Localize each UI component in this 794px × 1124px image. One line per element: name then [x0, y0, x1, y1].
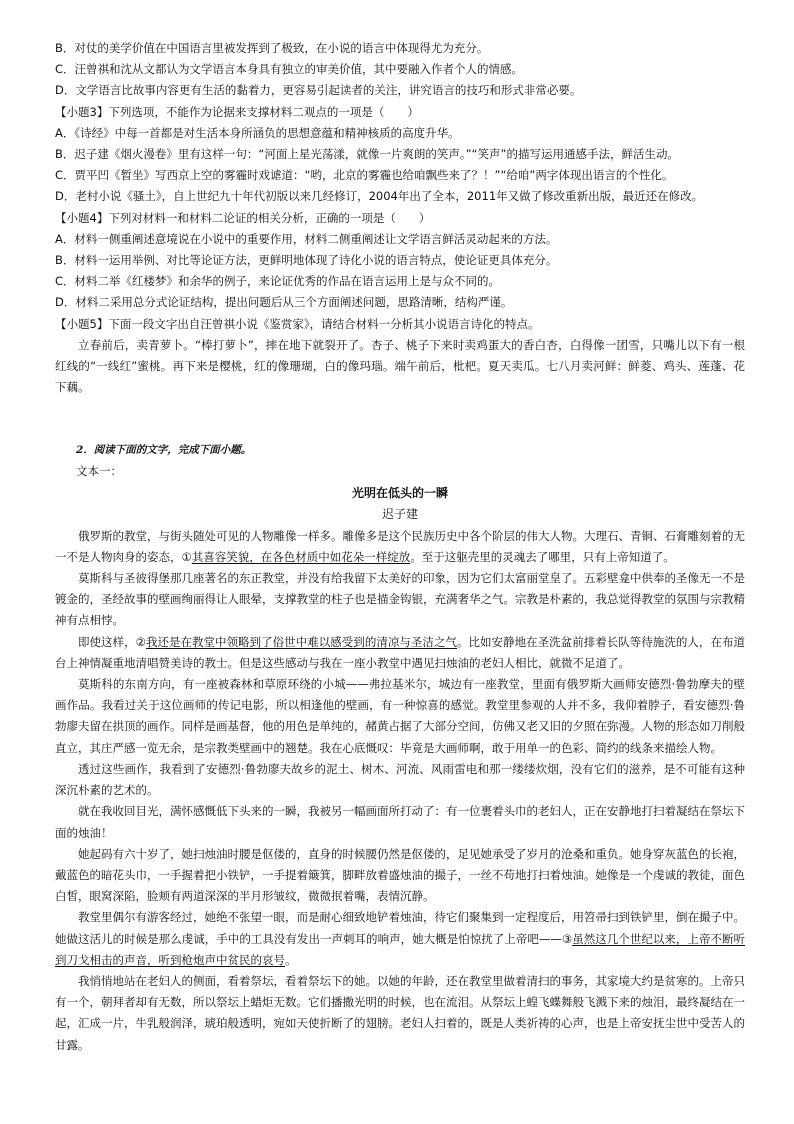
- option-line: B．对仗的美学价值在中国语言里被发挥到了极致，在小说的语言中体现得尤为充分。: [55, 41, 489, 55]
- option-line: A．《诗经》中每一首都是对生活本身所涵负的思想意蕴和精神核质的高度升华。: [55, 125, 460, 140]
- question-3-stem: 【小题3】下列选项，不能作为论据来支撑材料二观点的一项是（ ）: [55, 104, 419, 119]
- article-paragraph: 莫斯科与圣彼得堡那几座著名的东正教堂，并没有给我留下太美好的印象，因为它们太富丽堂皇了。五彩壁龛中供奉的圣像无一不是镀金的，圣经故事的壁画绚丽得让人眼晕，支撑教堂的柱子也是描金钩银，充满奢华之气。宗教是朴素的，我总觉得教堂的氛围与宗教精神有点相悖。: [55, 571, 745, 628]
- quoted-passage: 立春前后，卖青萝卜。“棒打萝卜”，摔在地下就裂开了。杏子、桃子下来时卖鸡蛋大的香白杏，白得像一团雪，只嘴儿以下有一根红线的“一线红”蜜桃。再下来是樱桃，红的像珊瑚，白的像玛瑙。端午前后，枇杷。夏天卖瓜。七八月卖河鲜：鲜菱、鸡头、莲蓬、花下藕。: [55, 337, 745, 395]
- underlined-sentence-1: 其喜容笑貌，在各色材质中如花朵一样绽放: [191, 549, 411, 564]
- option-line: C．汪曾祺和沈从文都认为文学语言本身具有独立的审美价值，其中要融入作者个人的情感。: [55, 62, 524, 77]
- option-line: B．材料一运用举例、对比等论证方法，更鲜明地体现了诗化小说的语言特点，使论证更具体充分。: [55, 253, 558, 268]
- article-paragraph: 她起码有六十岁了，她扫烛油时腰是伛偻的，直身的时候腰仍然是伛偻的，足见她承受了岁月的沧桑和重负。她身穿灰蓝色的长袍，戴蓝色的暗花头巾，一手握着把小铁铲，一手提着簸箕，脚畔放着盛烛油的撮子，一丝不苟地打扫着烛油。她像是一个虔诚的教徒，面色白皙，眼窝深陷，脸颊有两道深深的半月形皱纹，微微抿着嘴，表情沉静。: [55, 846, 745, 904]
- option-line: C．材料二举《红楼梦》和余华的例子，来论证优秀的作品在语言运用上是与众不同的。: [55, 274, 501, 289]
- option-line: D．文学语言比故事内容更有生活的黏着力，更容易引起读者的关注，讲究语言的技巧和形式非常必要。: [55, 83, 582, 98]
- document-page: [55, 38, 745, 1056]
- option-line: B．迟子建《烟火漫卷》里有这样一句：“河面上星光荡漾，就像一片爽朗的笑声。”“笑声”的描写运用通感手法，鲜活生动。: [55, 147, 679, 162]
- question-2-heading: 2．阅读下面的文字，完成下面小题。: [76, 444, 252, 457]
- article-paragraph: 就在我收回目光，满怀感慨低下头来的一瞬，我被另一幅画面所打动了：有一位裹着头巾的老妇人，正在安静地打扫着凝结在祭坛下面的烛油！: [55, 804, 745, 840]
- option-line: D．材料二采用总分式论证结构，提出问题后从三个方面阐述问题，思路清晰，结构严谨。: [55, 295, 513, 310]
- option-line: C．贾平凹《暂坐》写西京上空的雾霾时戏谑道：“哟，北京的雾霾也给咱飘些来了？！”“给咱”两字体现出语言的个性化。: [55, 168, 674, 183]
- underlined-sentence-3: 虽然这几个世纪以来，上帝不断听到刀戈相击的声音，听到枪炮声中贫民的哀号: [55, 931, 746, 967]
- underlined-sentence-2: 我还是在教堂中领略到了俗世中难以感受到的清凉与圣洁之气: [145, 634, 457, 649]
- article-paragraph: 教堂里偶尔有游客经过，她绝不张望一眼，而是耐心细致地铲着烛油，待它们聚集到一定程度后，用笤帚扫到铁铲里，倒在撮子中。她做这活儿的时候是那么虔诚，手中的工具没有发出一声刺耳的响声，她大概是怕惊扰了上帝吧——③虽然这几个世纪以来，上帝不断听到刀戈相击的声音，听到枪炮声中贫民的哀号。: [55, 910, 746, 967]
- question-5-stem: 【小题5】下面一段文字出自汪曾祺小说《鉴赏家》，请结合材料一分析其小说语言诗化的特点。: [55, 316, 540, 331]
- article-paragraph: 我悄悄地站在老妇人的侧面，看着祭坛，看着祭坛下的她。以她的年龄，还在教堂里做着清扫的事务，其家境大约是贫寒的。上帝只有一个，朝拜者却有无数，所以祭坛上蜡炬无数。它们播撒光明的时候，也在流泪。从祭坛上蝗飞蝶舞般飞溅下来的烛泪，最终凝结在一起，汇成一片，牛乳般润泽，琥珀般透明，宛如天使折断了的翅膀。老妇人扫着的，既是人类祈祷的心声，也是上帝安抚尘世中受苦人的甘露。: [55, 973, 745, 1052]
- article-title: 光明在低头的一瞬: [351, 485, 448, 500]
- article-paragraph: 莫斯科的东南方向，有一座被森林和草原环绕的小城——弗拉基米尔，城边有一座教堂，里面有俄罗斯大画师安德烈·鲁勃摩夫的壁画作品。我看过关于这位画师的传记电影，所以相逢他的壁画，有一种惊喜的感觉。教堂里参观的人并不多，我仰着脖子，看安德烈·鲁勃廖夫留在拱顶的画作。同样是画基督，他的用色是单纯的，赭黄占据了大部分空间，仿佛又老又旧的夕照在弥漫。人物的形态如刀削般直立，其庄严感一览无余，是宗教类壁画中的翘楚。我在心底慨叹：毕竟是大画师啊，敢于用单一的色彩、简约的线条来描绘人物。: [55, 677, 745, 755]
- article-author: 迟子建: [381, 507, 418, 522]
- option-line: D．老村小说《骚土》，自上世纪九十年代初版以来几经修订，2004年出了全本，2011年又做了修改重新出版，最近还在修改。: [55, 189, 704, 204]
- article-paragraph: 俄罗斯的教堂，与街头随处可见的人物雕像一样多。雕像多是这个民族历史中各个阶层的伟大人物。大理石、青铜、石膏雕刻着的无一不是人物肉身的姿态，①其喜容笑貌，在各色材质中如花朵一样绽放。至于这躯壳里的灵魂去了哪里，只有上帝知道了。: [55, 528, 745, 564]
- article-paragraph: 透过这些画作，我看到了安德烈·鲁勃廖夫故乡的泥土、树木、河流、风雨雷电和那一缕缕炊烟，没有它们的滋养，是不可能有这种深沉朴素的艺术的。: [55, 761, 745, 798]
- option-line: A．材料一侧重阐述意境说在小说中的重要作用，材料二侧重阐述让文学语言鲜活灵动起来的方法。: [55, 231, 558, 246]
- article-paragraph: 即使这样，②我还是在教堂中领略到了俗世中难以感受到的清凉与圣洁之气。比如安静地在圣洗盆前排着长队等待施洗的人，在布道台上神情凝重地清唱赞美诗的教士。但是这些感动与我在一座小教堂中遇见扫烛油的老妇人相比，就微不足道了。: [55, 634, 745, 670]
- question-4-stem: 【小题4】下列对材料一和材料二论证的相关分析，正确的一项是（ ）: [55, 210, 431, 225]
- text-label: 文本一：: [76, 464, 122, 479]
- spacer: [55, 398, 745, 440]
- section-1-options: [55, 38, 745, 398]
- section-2: [55, 440, 745, 1055]
